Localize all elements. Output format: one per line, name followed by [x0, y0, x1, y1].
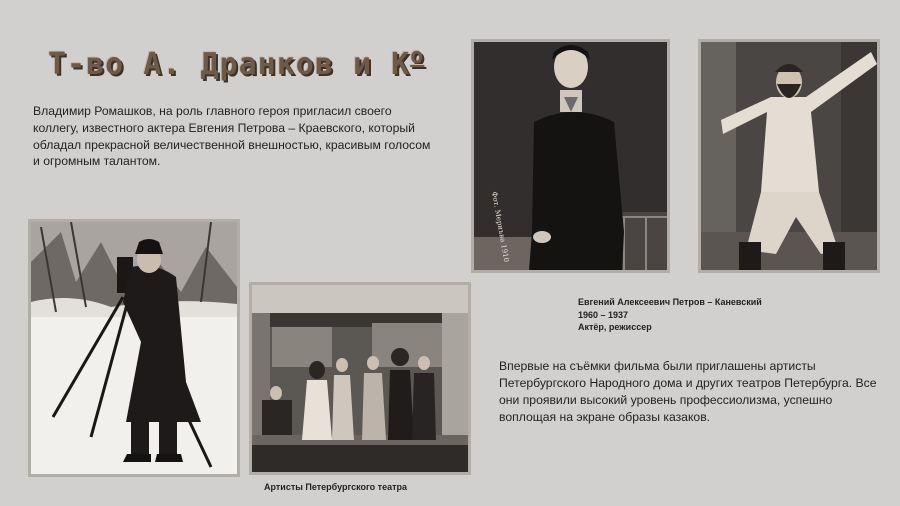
title-superscript: о: [410, 44, 425, 69]
actor-name: Евгений Алексеевич Петров – Каневский: [578, 297, 762, 307]
theatre-actors-photo: [249, 282, 471, 475]
slide-title: [48, 44, 424, 82]
body-paragraph: Впервые на съёмки фильма были приглашены артисты Петербургского Народного дома и других театров Петербурга. Все они проявили высокий уровень профессиолизма, успешно воплощая на экране образы казаков.: [499, 359, 877, 424]
photo-signature: Фот. Мериъва 1910: [490, 190, 511, 263]
title-main: Т-во А. Дранков и К: [48, 47, 411, 82]
actor-years: 1960 – 1937: [578, 309, 629, 320]
actor-role: Актёр, режиссер: [578, 322, 652, 332]
actor-caption: [578, 296, 762, 334]
actor-portrait-photo: [471, 39, 670, 273]
stage-photo-caption: Артисты Петербургского театра: [264, 482, 407, 492]
cossack-dancer-photo: [698, 39, 880, 273]
intro-paragraph: Владимир Ромашков, на роль главного героя пригласил своего коллегу, известного актера Евгения Петрова – Краевского, который обладал прекрасной величественной внешностью, красивым голосом и огромным талантом.: [33, 104, 431, 169]
cameraman-snow-photo: [28, 219, 240, 477]
